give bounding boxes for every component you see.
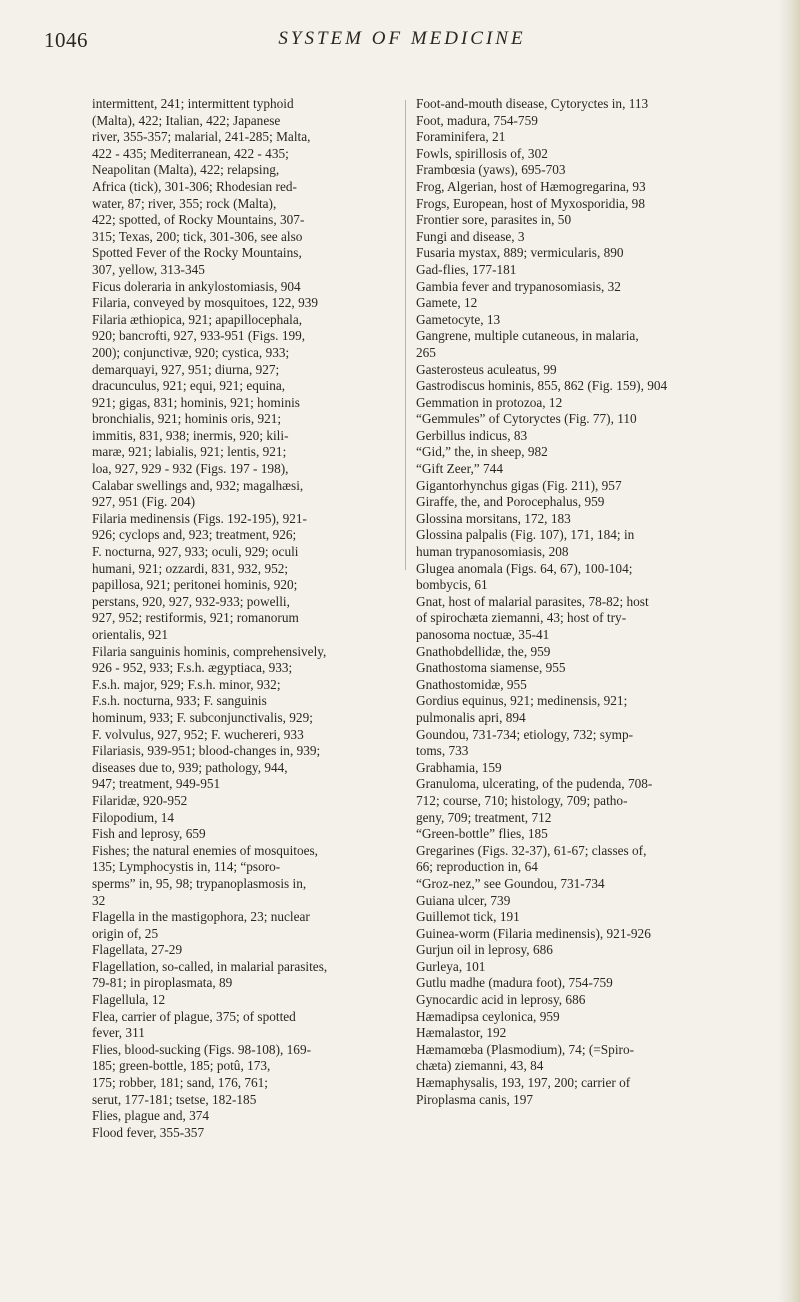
index-entry (92, 1108, 392, 1125)
index-entry-line: 265 (416, 344, 436, 360)
index-entry-line: 926; cyclops and, 923; treatment, 926; (92, 527, 297, 543)
index-entry (416, 295, 746, 312)
index-entry-line: Neapolitan (Malta), 422; relapsing, (92, 162, 280, 178)
index-entry (92, 312, 392, 511)
index-entry (416, 876, 746, 893)
index-entry-line: water, 87; river, 355; rock (Malta), (92, 195, 277, 211)
index-entry-line: Hæmalastor, 192 (416, 1025, 507, 1041)
index-column-right (416, 96, 746, 1108)
index-entry-line: panosoma noctuæ, 35-41 (416, 627, 550, 642)
index-entry-line: Hæmamœba (Plasmodium), 74; (=Spiro- (416, 1041, 635, 1057)
index-entry-line: diseases due to, 939; pathology, 944, (92, 759, 288, 775)
index-entry-line: of spirochæta ziemanni, 43; host of try- (416, 610, 627, 626)
index-entry-line: 315; Texas, 200; tick, 301-306, see also (92, 228, 303, 244)
index-entry (92, 644, 392, 744)
index-entry (416, 96, 746, 113)
index-entry-line: 32 (92, 892, 106, 908)
index-entry (416, 527, 746, 560)
index-entry (416, 942, 746, 959)
index-entry-line: humani, 921; ozzardi, 831, 932, 952; (92, 560, 289, 576)
index-entry-line: Frogs, European, host of Myxosporidia, 98 (416, 195, 645, 211)
index-entry-line: papillosa, 921; peritonei hominis, 920; (92, 577, 298, 593)
index-entry (416, 727, 746, 760)
index-entry-line: Gurleya, 101 (416, 958, 486, 974)
index-entry-line: Spotted Fever of the Rocky Mountains, (92, 245, 302, 261)
index-entry-line: Filaridæ, 920-952 (92, 792, 188, 808)
index-entry-line: Fishes; the natural enemies of mosquitoes, (92, 842, 319, 858)
index-entry-line: Gynocardic acid in leprosy, 686 (416, 992, 586, 1008)
index-entry (416, 229, 746, 246)
index-entry-line: Grabhamia, 159 (416, 759, 502, 775)
index-entry-line: river, 355-357; malarial, 241-285; Malta, (92, 129, 311, 145)
index-entry (416, 362, 746, 379)
index-entry-line: 920; bancrofti, 927, 933-951 (Figs. 199, (92, 328, 306, 344)
index-entry (416, 1075, 746, 1108)
index-entry-line: Flagellation, so-called, in malarial parasites, (92, 958, 328, 974)
index-entry-line: Flies, blood-sucking (Figs. 98-108), 169- (92, 1041, 312, 1057)
index-entry-line: Gad-flies, 177-181 (416, 261, 517, 277)
index-entry-line: human trypanosomiasis, 208 (416, 544, 569, 560)
index-entry-line: F. nocturna, 927, 933; oculi, 929; oculi (92, 544, 299, 560)
index-entry-line: 200); conjunctivæ, 920; cystica, 933; (92, 344, 290, 360)
index-entry (416, 843, 746, 876)
index-entry-line: F.s.h. nocturna, 933; F. sanguinis (92, 693, 267, 709)
index-entry-line: Fungi and disease, 3 (416, 228, 525, 244)
index-entry (416, 760, 746, 777)
index-entry-line: (Malta), 422; Italian, 422; Japanese (92, 112, 281, 128)
index-entry-line: Foot, madura, 754-759 (416, 112, 538, 128)
index-entry-line: Filaria sanguinis hominis, comprehensively, (92, 643, 327, 659)
index-entry (416, 1025, 746, 1042)
index-entry (92, 826, 392, 843)
index-entry (92, 992, 392, 1009)
index-entry-line: Flagellula, 12 (92, 992, 166, 1008)
index-column-left (92, 96, 392, 1141)
index-entry-line: Gnathobdellidæ, the, 959 (416, 643, 551, 659)
index-entry-line: loa, 927, 929 - 932 (Figs. 197 - 198), (92, 461, 289, 477)
index-entry-line: Frog, Algerian, host of Hæmogregarina, 93 (416, 178, 646, 194)
index-entry-line: Guiana ulcer, 739 (416, 892, 511, 908)
index-entry (416, 909, 746, 926)
index-entry (416, 1042, 746, 1075)
index-entry (92, 1125, 392, 1142)
index-entry (416, 113, 746, 130)
index-entry-line: sperms” in, 95, 98; trypanoplasmosis in, (92, 875, 307, 891)
index-entry (416, 511, 746, 528)
index-entry (416, 677, 746, 694)
page-number: 1046 (44, 28, 88, 52)
index-entry-line: Gasterosteus aculeatus, 99 (416, 361, 557, 377)
index-entry (92, 511, 392, 644)
index-entry-line: Gigantorhynchus gigas (Fig. 211), 957 (416, 477, 622, 493)
index-entry-line: 926 - 952, 933; F.s.h. ægyptiaca, 933; (92, 660, 293, 676)
index-entry (92, 743, 392, 793)
index-entry (416, 461, 746, 478)
index-entry-line: 927, 952; restiformis, 921; romanorum (92, 610, 299, 626)
index-entry-line: fever, 311 (92, 1025, 145, 1041)
index-entry (92, 1042, 392, 1108)
index-entry (416, 279, 746, 296)
index-entry-line: 422 - 435; Mediterranean, 422 - 435; (92, 145, 289, 161)
index-entry (416, 444, 746, 461)
index-entry-line: Guillemot tick, 191 (416, 909, 520, 925)
index-entry (416, 992, 746, 1009)
index-entry-line: Filaria æthiopica, 921; apapillocephala, (92, 311, 303, 327)
index-entry-line: Foot-and-mouth disease, Cytoryctes in, 113 (416, 96, 649, 111)
index-entry-line: Gemmation in protozoa, 12 (416, 394, 563, 410)
index-entry (416, 959, 746, 976)
index-entry (416, 1009, 746, 1026)
index-entry-line: 66; reproduction in, 64 (416, 859, 538, 875)
index-entry-line: Glugea anomala (Figs. 64, 67), 100-104; (416, 560, 633, 576)
index-entry (416, 245, 746, 262)
index-entry (416, 378, 746, 395)
index-entry (416, 826, 746, 843)
index-entry-line: Filaria, conveyed by mosquitoes, 122, 939 (92, 295, 319, 311)
index-entry-line: Gnat, host of malarial parasites, 78-82; host (416, 593, 649, 609)
index-entry-line: Glossina palpalis (Fig. 107), 171, 184; in (416, 527, 635, 543)
index-entry (92, 295, 392, 312)
index-entry-line: 927, 951 (Fig. 204) (92, 494, 196, 510)
index-entry (416, 644, 746, 661)
index-entry (416, 693, 746, 726)
index-entry-line: 921; gigas, 831; hominis, 921; hominis (92, 394, 300, 410)
index-entry-line: Granuloma, ulcerating, of the pudenda, 708- (416, 776, 653, 792)
index-entry (416, 893, 746, 910)
index-entry-line: Hæmadipsa ceylonica, 959 (416, 1008, 560, 1024)
index-entry (92, 279, 392, 296)
index-entry-line: Gamete, 12 (416, 295, 478, 311)
index-entry-line: Filariasis, 939-951; blood-changes in, 939; (92, 743, 321, 759)
index-entry-line: Glossina morsitans, 172, 183 (416, 510, 571, 526)
index-entry-line: Fish and leprosy, 659 (92, 826, 206, 842)
index-entry-line: orientalis, 921 (92, 627, 169, 642)
index-entry-line: chæta) ziemanni, 43, 84 (416, 1058, 544, 1074)
index-entry-line: Gnathostoma siamense, 955 (416, 660, 566, 676)
index-entry (416, 129, 746, 146)
index-entry-line: F.s.h. major, 929; F.s.h. minor, 932; (92, 676, 281, 692)
index-entry-line: origin of, 25 (92, 925, 159, 941)
index-entry-line: Guinea-worm (Filaria medinensis), 921-926 (416, 925, 651, 941)
index-entry-line: F. volvulus, 927, 952; F. wuchereri, 933 (92, 726, 304, 742)
index-entry (416, 162, 746, 179)
column-divider (405, 100, 406, 570)
index-entry (92, 793, 392, 810)
index-entry-line: Gordius equinus, 921; medinensis, 921; (416, 693, 628, 709)
index-entry (416, 926, 746, 943)
running-title: SYSTEM OF MEDICINE (278, 28, 526, 49)
index-entry (416, 262, 746, 279)
index-entry-line: 79-81; in piroplasmata, 89 (92, 975, 233, 991)
index-entry-line: Gametocyte, 13 (416, 311, 501, 327)
index-entry-line: 135; Lymphocystis in, 114; “psoro- (92, 859, 281, 875)
index-entry (416, 561, 746, 594)
index-entry-line: Frambœsia (yaws), 695-703 (416, 162, 566, 178)
index-entry (92, 942, 392, 959)
index-entry-line: “Groz-nez,” see Goundou, 731-734 (416, 875, 605, 891)
index-entry-line: Flagella in the mastigophora, 23; nuclear (92, 909, 310, 925)
page-edge-shadow (778, 0, 800, 1302)
index-entry-line: Foraminifera, 21 (416, 129, 506, 145)
index-entry-line: 422; spotted, of Rocky Mountains, 307- (92, 212, 305, 228)
index-entry-line: Frontier sore, parasites in, 50 (416, 212, 572, 228)
index-entry-line: toms, 733 (416, 743, 469, 759)
index-entry-line: “Green-bottle” flies, 185 (416, 826, 548, 842)
index-entry (416, 428, 746, 445)
index-entry-line: intermittent, 241; intermittent typhoid (92, 96, 294, 111)
index-entry (416, 494, 746, 511)
index-entry-line: Africa (tick), 301-306; Rhodesian red- (92, 178, 297, 194)
index-entry-line: 712; course, 710; histology, 709; patho- (416, 792, 628, 808)
index-entry-line: Fusaria mystax, 889; vermicularis, 890 (416, 245, 624, 261)
index-entry-line: 947; treatment, 949-951 (92, 776, 221, 792)
index-entry-line: Flies, plague and, 374 (92, 1108, 210, 1124)
index-entry-line: Giraffe, the, and Porocephalus, 959 (416, 494, 605, 510)
index-entry (416, 478, 746, 495)
index-entry-line: “Gift Zeer,” 744 (416, 461, 503, 477)
index-entry (416, 212, 746, 229)
index-entry-line: Ficus doleraria in ankylostomiasis, 904 (92, 278, 301, 294)
index-entry-line: Goundou, 731-734; etiology, 732; symp- (416, 726, 634, 742)
index-entry-line: “Gemmules” of Cytoryctes (Fig. 77), 110 (416, 411, 637, 427)
index-entry-line: Gnathostomidæ, 955 (416, 676, 527, 692)
index-entry-line: bombycis, 61 (416, 577, 488, 593)
index-entry-line: perstans, 920, 927, 932-933; powelli, (92, 593, 290, 609)
index-entry (416, 975, 746, 992)
index-entry (92, 843, 392, 909)
index-entry (92, 96, 392, 279)
index-entry (416, 660, 746, 677)
index-entry-line: Gerbillus indicus, 83 (416, 427, 528, 443)
index-entry (416, 395, 746, 412)
index-entry-line: immitis, 831, 938; inermis, 920; kili- (92, 427, 289, 443)
index-entry (416, 594, 746, 644)
index-entry (416, 328, 746, 361)
index-entry-line: Hæmaphysalis, 193, 197, 200; carrier of (416, 1075, 631, 1091)
index-entry-line: Piroplasma canis, 197 (416, 1091, 534, 1107)
index-entry (92, 909, 392, 942)
index-entry-line: Gambia fever and trypanosomiasis, 32 (416, 278, 621, 294)
index-entry-line: maræ, 921; labialis, 921; lentis, 921; (92, 444, 287, 460)
index-entry-line: Gastrodiscus hominis, 855, 862 (Fig. 159), 904 (416, 378, 668, 394)
index-entry-line: Flagellata, 27-29 (92, 942, 183, 958)
index-entry (416, 312, 746, 329)
page-header (44, 24, 760, 64)
index-entry-line: serut, 177-181; tsetse, 182-185 (92, 1091, 257, 1107)
index-entry (416, 179, 746, 196)
index-entry-line: Filaria medinensis (Figs. 192-195), 921- (92, 510, 307, 526)
index-entry-line: Gurjun oil in leprosy, 686 (416, 942, 553, 958)
index-entry-line: demarquayi, 927, 951; diurna, 927; (92, 361, 280, 377)
index-entry (416, 776, 746, 826)
index-entry-line: dracunculus, 921; equi, 921; equina, (92, 378, 286, 394)
index-entry-line: hominum, 933; F. subconjunctivalis, 929; (92, 709, 313, 725)
index-entry-line: Flood fever, 355-357 (92, 1124, 205, 1140)
index-entry (92, 959, 392, 992)
index-entry-line: Gangrene, multiple cutaneous, in malaria, (416, 328, 639, 344)
index-entry (416, 196, 746, 213)
index-entry-line: Fowls, spirillosis of, 302 (416, 145, 548, 161)
index-entry-line: “Gid,” the, in sheep, 982 (416, 444, 548, 460)
index-entry-line: 175; robber, 181; sand, 176, 761; (92, 1075, 269, 1091)
index-entry-line: bronchialis, 921; hominis oris, 921; (92, 411, 282, 427)
index-entry-line: geny, 709; treatment, 712 (416, 809, 552, 825)
index-entry-line: 185; green-bottle, 185; potû, 173, (92, 1058, 271, 1074)
index-entry-line: 307, yellow, 313-345 (92, 261, 205, 277)
index-entry (92, 810, 392, 827)
index-entry (92, 1009, 392, 1042)
index-entry-line: Gregarines (Figs. 32-37), 61-67; classes of, (416, 842, 647, 858)
index-entry-line: Flea, carrier of plague, 375; of spotted (92, 1008, 296, 1024)
index-entry-line: Calabar swellings and, 932; magalhæsi, (92, 477, 304, 493)
index-entry-line: Gutlu madhe (madura foot), 754-759 (416, 975, 613, 991)
index-entry (416, 146, 746, 163)
index-entry-line: pulmonalis apri, 894 (416, 709, 526, 725)
index-entry (416, 411, 746, 428)
index-entry-line: Filopodium, 14 (92, 809, 175, 825)
